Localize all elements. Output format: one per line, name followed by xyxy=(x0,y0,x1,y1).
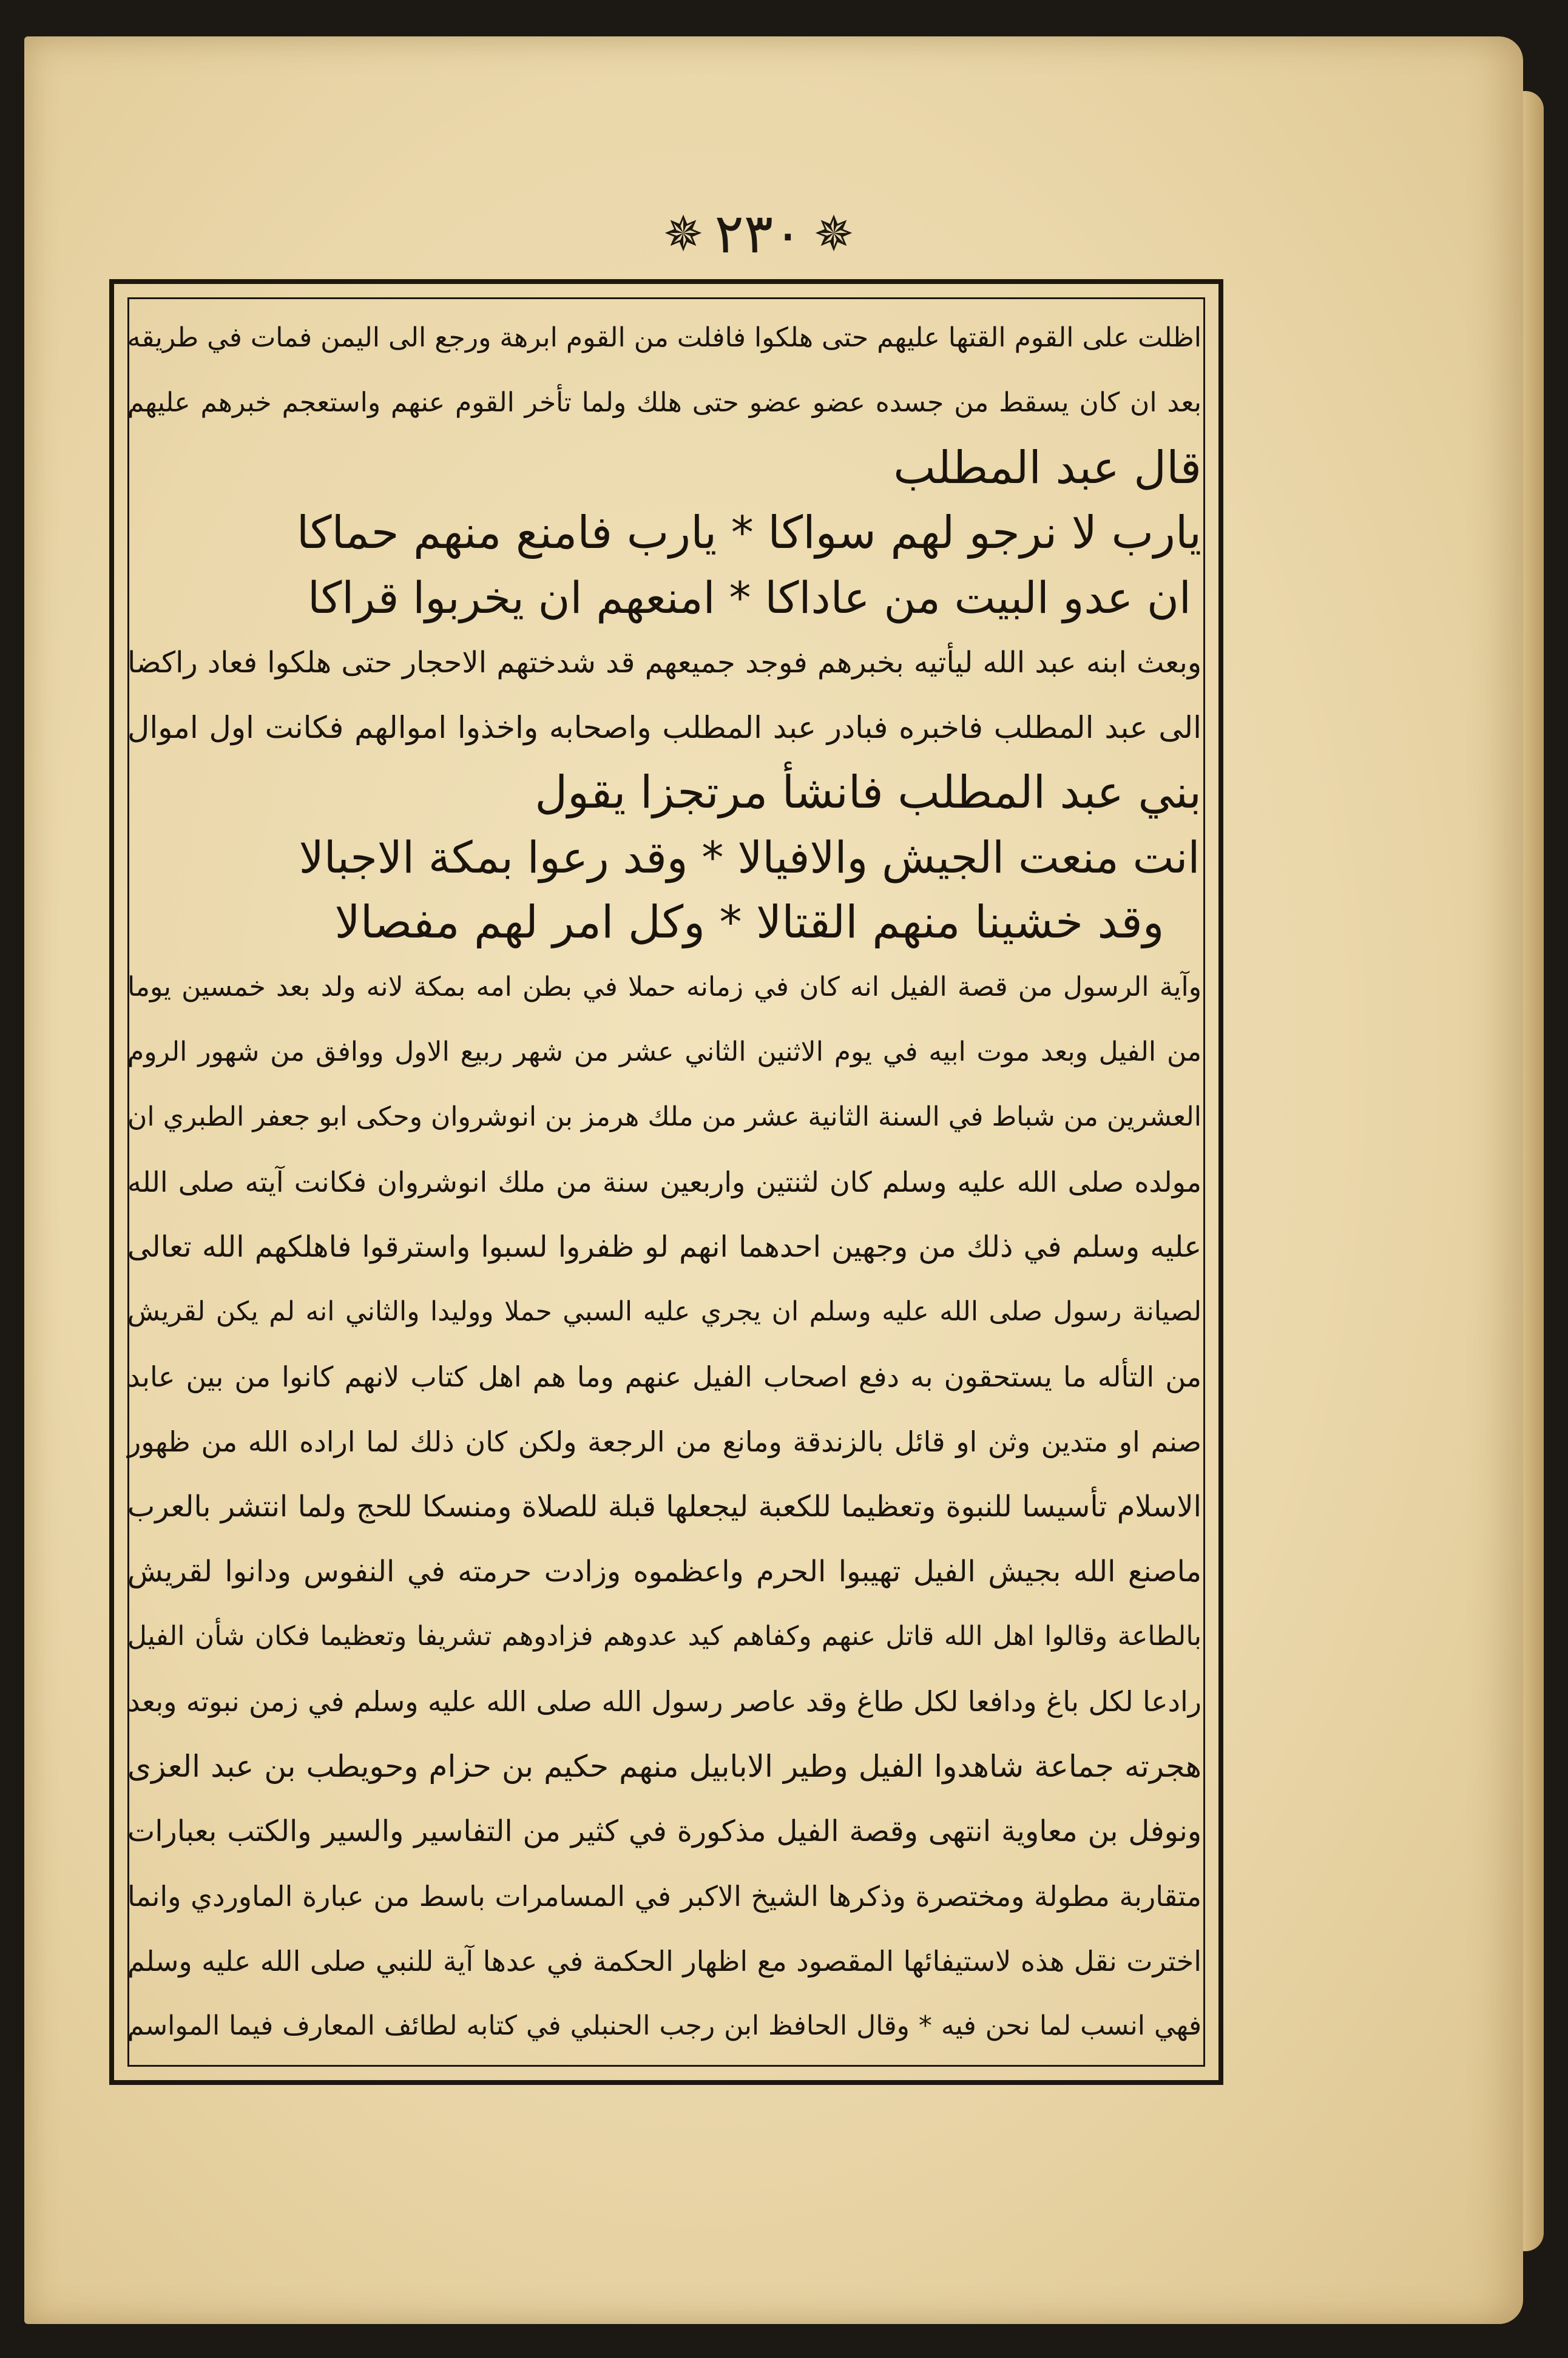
page-number: ٢٣٠ xyxy=(714,201,803,266)
text-line: من الفيل وبعد موت ابيه في يوم الاثنين الثاني عشر من شهر ربيع الاول ووافق من شهور الروم xyxy=(127,1036,1201,1067)
text-line: قال عبد المطلب xyxy=(893,442,1201,494)
text-line: صنم او متدين وثن او قائل بالزندقة ومانع من الرجعة ولكن كان ذلك لما اراده الله من ظهور xyxy=(127,1425,1201,1458)
text-line: هجرته جماعة شاهدوا الفيل وطير الابابيل منهم حكيم بن حزام وحويطب بن عبد العزى xyxy=(127,1749,1201,1784)
text-line: لصيانة رسول صلى الله عليه وسلم ان يجري عليه السبي حملا ووليدا والثاني انه لم يكن لقريش xyxy=(127,1296,1201,1327)
text-line: رادعا لكل باغ ودافعا لكل طاغ وقد عاصر رسول الله صلى الله عليه وسلم في زمن نبوته وبعد xyxy=(127,1685,1201,1718)
text-line: وبعث ابنه عبد الله ليأتيه بخبرهم فوجد جميعهم قد شدختهم الاحجار حتى هلكوا فعاد راكضا xyxy=(127,646,1201,680)
ornament-right-icon: ✵ xyxy=(813,205,854,262)
text-line: متقاربة مطولة ومختصرة وذكرها الشيخ الاكبر في المسامرات باسط من عبارة الماوردي وانما xyxy=(127,1880,1201,1913)
text-line: ماصنع الله بجيش الفيل تهيبوا الحرم واعظموه وزادت حرمته في النفوس ودانوا لقريش xyxy=(127,1555,1201,1589)
text-line: الاسلام تأسيسا للنبوة وتعظيما للكعبة ليجعلها قبلة للصلاة ومنسكا للحج ولما انتشر بالعرب xyxy=(127,1490,1201,1524)
page-number-header xyxy=(607,194,910,273)
verse-line: يارب لا نرجو لهم سواكا * يارب فامنع منهم حماكا xyxy=(296,507,1201,559)
text-line: بعد ان كان يسقط من جسده عضو عضو حتى هلك ولما تأخر القوم عنهم واستعجم خبرهم عليهم xyxy=(127,387,1201,418)
text-block xyxy=(127,297,1201,2057)
text-line: بالطاعة وقالوا اهل الله قاتل عنهم وكفاهم كيد عدوهم فزادوهم تشريفا وتعظيما فكان شأن الفيل xyxy=(127,1621,1201,1652)
text-line: العشرين من شباط في السنة الثانية عشر من ملك هرمز بن انوشروان وحكى ابو جعفر الطبري ان xyxy=(127,1101,1201,1132)
text-line: اظلت على القوم القتها عليهم حتى هلكوا فافلت من القوم ابرهة ورجع الى اليمن فمات في طريقه xyxy=(127,322,1201,353)
text-line: من التأله ما يستحقون به دفع اصحاب الفيل عنهم وما هم اهل كتاب لانهم كانوا من بين عابد xyxy=(127,1360,1201,1393)
text-line: وآية الرسول من قصة الفيل انه كان في زمانه حملا في بطن امه بمكة لانه ولد بعد خمسين يوما xyxy=(127,971,1201,1002)
ornament-left-icon: ✵ xyxy=(663,205,704,262)
verse-line: وقد خشينا منهم القتالا * وكل امر لهم مفصالا xyxy=(334,896,1164,948)
text-line: اخترت نقل هذه لاستيفائها المقصود مع اظهار الحكمة في عدها آية للنبي صلى الله عليه وسلم xyxy=(127,1945,1201,1978)
verse-line: ان عدو البيت من عاداكا * امنعهم ان يخربوا قراكا xyxy=(308,572,1191,623)
text-line: مولده صلى الله عليه وسلم كان لثنتين واربعين سنة من ملك انوشروان فكانت آيته صلى الله xyxy=(127,1166,1201,1198)
text-line: فهي انسب لما نحن فيه * وقال الحافظ ابن رجب الحنبلي في كتابه لطائف المعارف فيما المواسم xyxy=(127,2010,1201,2041)
text-line: عليه وسلم في ذلك من وجهين احدهما انهم لو ظفروا لسبوا واسترقوا فاهلكهم الله تعالى xyxy=(127,1230,1201,1264)
text-line: بني عبد المطلب فانشأ مرتجزا يقول xyxy=(535,766,1201,819)
text-line: ونوفل بن معاوية انتهى وقصة الفيل مذكورة في كثير من التفاسير والسير والكتب بعبارات xyxy=(127,1814,1201,1848)
text-line: الى عبد المطلب فاخبره فبادر عبد المطلب واصحابه واخذوا اموالهم فكانت اول اموال xyxy=(127,710,1201,745)
verse-line: انت منعت الجيش والافيالا * وقد رعوا بمكة الاجبالا xyxy=(299,832,1200,883)
